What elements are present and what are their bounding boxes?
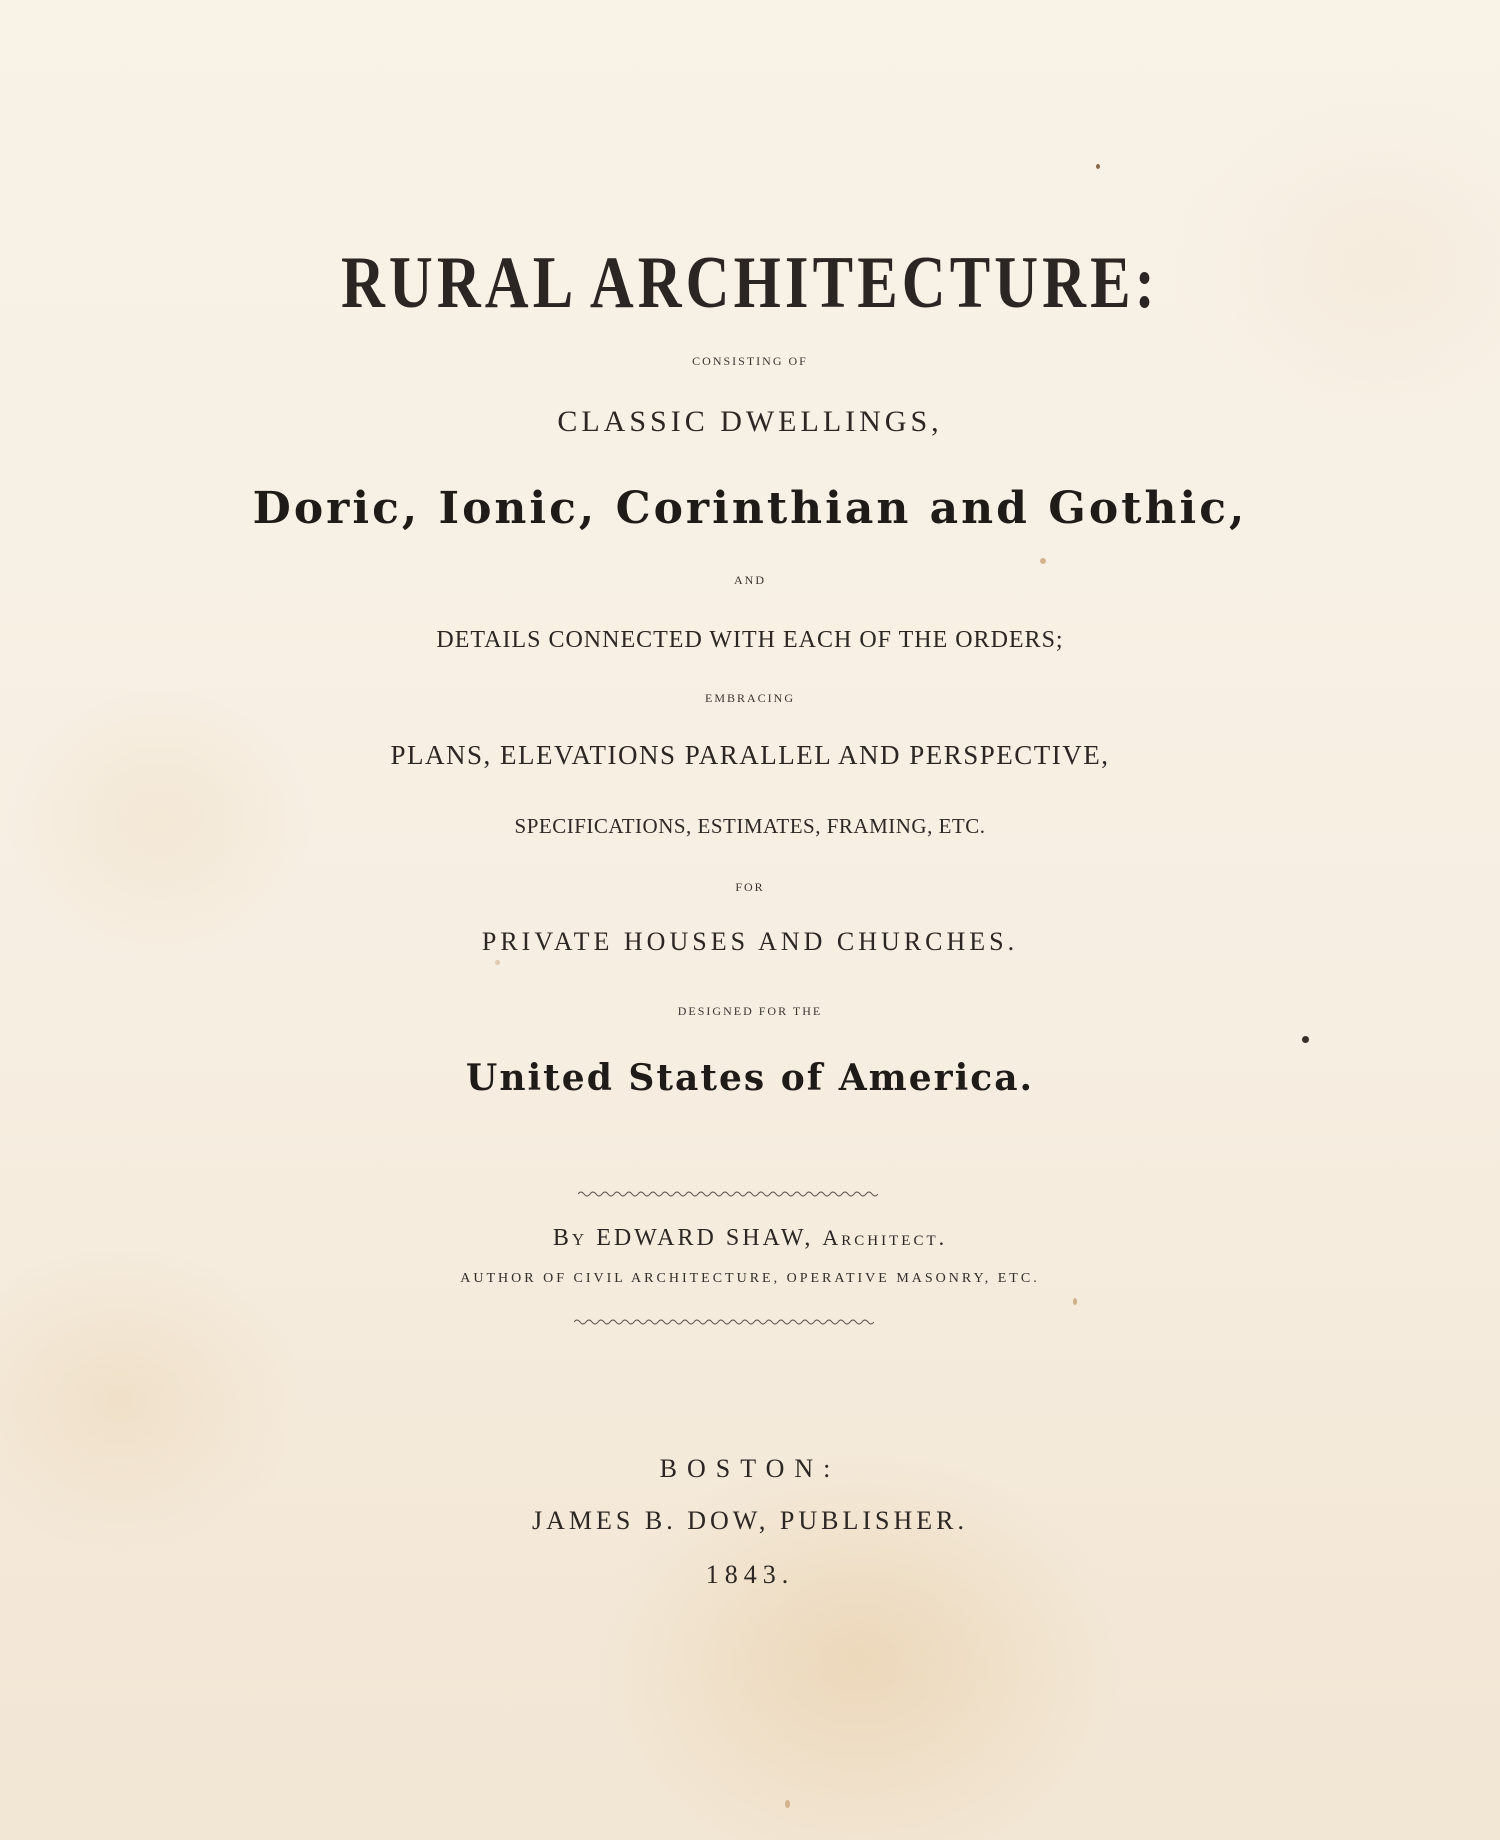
imprint-publisher: JAMES B. DOW, PUBLISHER. [532,1506,968,1535]
foxing-spot [1096,164,1100,169]
author-works: AUTHOR OF CIVIL ARCHITECTURE, OPERATIVE MASONRY, ETC. [460,1271,1040,1286]
foxing-spot [785,1800,790,1808]
imprint-year: 1843. [705,1560,795,1589]
private-houses-heading: PRIVATE HOUSES AND CHURCHES. [481,927,1019,956]
country-heading: United States of America. [465,1057,1035,1099]
classic-dwellings-heading: CLASSIC DWELLINGS, [557,405,943,438]
book-title: RURAL ARCHITECTURE: [341,242,1159,324]
foxing-spot [495,960,500,965]
orders-heading: Doric, Ionic, Corinthian and Gothic, [252,483,1248,534]
author-by: By [552,1225,588,1251]
imprint-city: BOSTON: [659,1454,841,1483]
foxing-spot [1302,1036,1309,1043]
consisting-of-text: CONSISTING OF [692,354,808,368]
author-role: Architect. [822,1225,948,1250]
foxing-spot [1073,1298,1077,1305]
details-heading: DETAILS CONNECTED WITH EACH OF THE ORDERS; [436,627,1064,653]
wavy-rule-top [578,1190,878,1198]
specifications-heading: SPECIFICATIONS, ESTIMATES, FRAMING, ETC. [514,814,986,838]
designed-for-text: DESIGNED FOR THE [677,1004,823,1018]
and-text: AND [734,573,766,587]
author-name: EDWARD SHAW, [596,1225,814,1251]
for-text: FOR [735,880,765,894]
foxing-spot [1040,558,1046,564]
wavy-rule-bottom [574,1318,874,1326]
plans-heading: PLANS, ELEVATIONS PARALLEL AND PERSPECTIVE, [390,740,1110,770]
embracing-text: EMBRACING [704,691,795,705]
author-line [0,1226,1500,1250]
